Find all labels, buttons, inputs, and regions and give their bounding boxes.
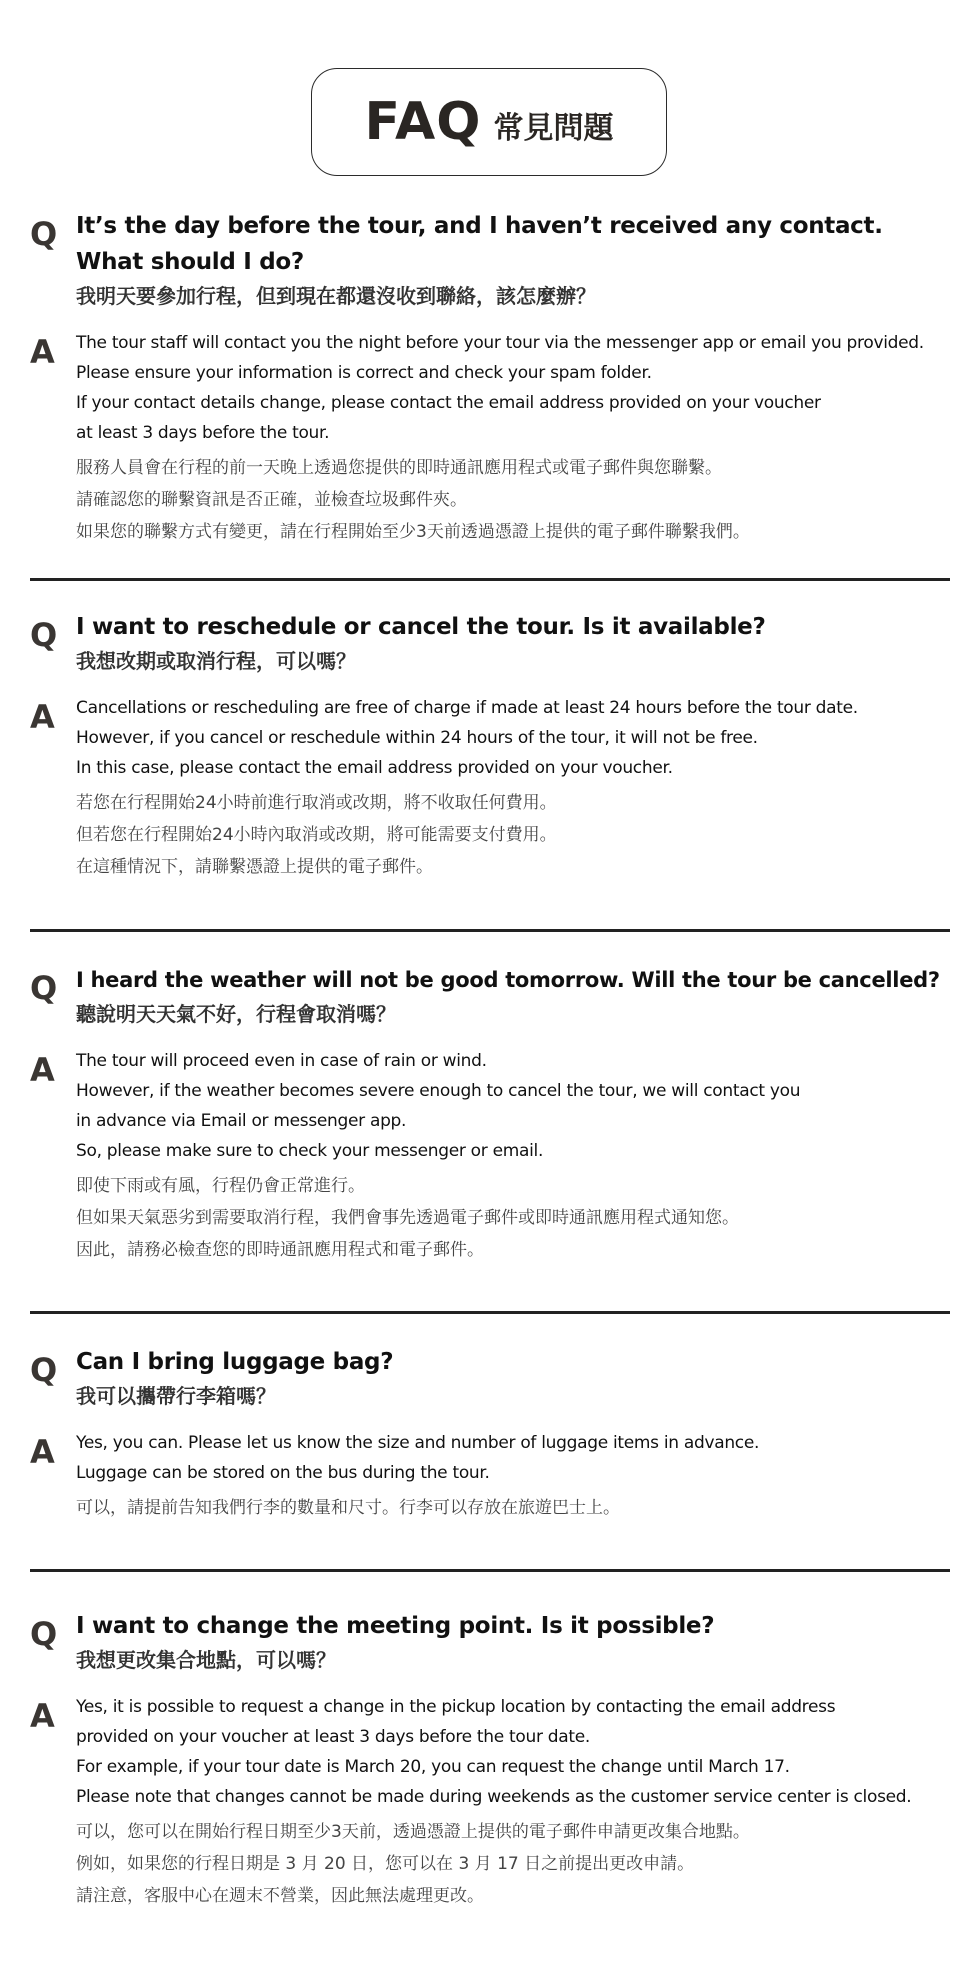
section-divider <box>30 578 950 581</box>
faq-item-4 <box>30 1344 950 1524</box>
question-text-zh: 我想更改集合地點，可以嗎？ <box>76 1648 336 1672</box>
question-marker: Q <box>30 616 58 654</box>
answer-marker: A <box>30 1697 55 1735</box>
answer-row <box>30 1692 950 1912</box>
answer-line-en: Cancellations or rescheduling are free of charge if made at least 24 hours before the tour date. <box>76 698 858 718</box>
answer-line-en: Yes, it is possible to request a change in the pickup location by contacting the email address <box>76 1697 836 1717</box>
answer-line-zh: 可以，請提前告知我們行李的數量和尺寸。行李可以存放在旅遊巴士上。 <box>76 1498 620 1518</box>
question-row <box>30 962 950 1030</box>
question-text-en: It’s the day before the tour, and I haven’t received any contact. <box>76 213 883 239</box>
question-row <box>30 609 950 677</box>
question-text-zh: 我可以攜帶行李箱嗎？ <box>76 1384 276 1408</box>
question-row <box>30 1344 950 1412</box>
question-text-en: Can I bring luggage bag? <box>76 1349 394 1375</box>
answer-marker: A <box>30 698 55 736</box>
answer-line-zh: 請注意，客服中心在週末不營業，因此無法處理更改。 <box>76 1886 484 1906</box>
answer-line-en: If your contact details change, please contact the email address provided on your voucher <box>76 393 821 413</box>
question-text-en: I want to change the meeting point. Is it possible? <box>76 1613 715 1639</box>
answer-line-zh: 服務人員會在行程的前一天晚上透過您提供的即時通訊應用程式或電子郵件與您聯繫。 <box>76 458 722 478</box>
answer-marker: A <box>30 1433 55 1471</box>
answer-line-en: In this case, please contact the email address provided on your voucher. <box>76 758 673 778</box>
page-title-zh: 常見問題 <box>493 111 614 146</box>
question-text-zh: 聽說明天天氣不好，行程會取消嗎？ <box>76 1002 396 1026</box>
answer-line-zh: 在這種情況下，請聯繫憑證上提供的電子郵件。 <box>76 857 433 877</box>
answer-line-zh: 因此，請務必檢查您的即時通訊應用程式和電子郵件。 <box>76 1240 484 1260</box>
question-text-zh: 我明天要參加行程，但到現在都還沒收到聯絡，該怎麼辦？ <box>76 284 596 308</box>
section-divider <box>30 929 950 932</box>
answer-line-en: Yes, you can. Please let us know the size and number of luggage items in advance. <box>76 1433 760 1453</box>
page-title: FAQ <box>364 92 482 152</box>
answer-line-en: The tour will proceed even in case of rain or wind. <box>76 1051 487 1071</box>
answer-line-en: in advance via Email or messenger app. <box>76 1111 407 1131</box>
answer-line-zh: 若您在行程開始24小時前進行取消或改期，將不收取任何費用。 <box>76 793 557 813</box>
question-row <box>30 208 950 312</box>
answer-line-en: However, if the weather becomes severe enough to cancel the tour, we will contact you <box>76 1081 801 1101</box>
question-text-zh: 我想改期或取消行程，可以嗎？ <box>76 649 356 673</box>
question-text-en: I heard the weather will not be good tomorrow. Will the tour be cancelled? <box>76 968 940 992</box>
question-text-en: I want to reschedule or cancel the tour. Is it available? <box>76 614 766 640</box>
section-divider <box>30 1569 950 1572</box>
question-marker: Q <box>30 969 58 1007</box>
answer-line-en: Luggage can be stored on the bus during the tour. <box>76 1463 490 1483</box>
question-text-en: What should I do? <box>76 249 304 275</box>
answer-line-zh: 但若您在行程開始24小時內取消或改期，將可能需要支付費用。 <box>76 825 557 845</box>
answer-line-en: at least 3 days before the tour. <box>76 423 330 443</box>
answer-line-zh: 可以，您可以在開始行程日期至少3天前，透過憑證上提供的電子郵件申請更改集合地點。 <box>76 1822 750 1842</box>
answer-line-zh: 即使下雨或有風，行程仍會正常進行。 <box>76 1176 365 1196</box>
answer-row <box>30 1428 950 1524</box>
faq-title-box <box>311 68 667 176</box>
answer-line-zh: 請確認您的聯繫資訊是否正確，並檢查垃圾郵件夾。 <box>76 490 467 510</box>
faq-item-1 <box>30 208 950 548</box>
answer-marker: A <box>30 1051 55 1089</box>
faq-item-5 <box>30 1608 950 1912</box>
answer-row <box>30 693 950 883</box>
answer-line-en: Please ensure your information is correct and check your spam folder. <box>76 363 652 383</box>
answer-line-en: provided on your voucher at least 3 days before the tour date. <box>76 1727 591 1747</box>
answer-row <box>30 328 950 548</box>
faq-item-3 <box>30 962 950 1266</box>
answer-line-zh: 例如，如果您的行程日期是 3 月 20 日，您可以在 3 月 17 日之前提出更改申請。 <box>76 1854 695 1874</box>
faq-item-2 <box>30 609 950 883</box>
question-marker: Q <box>30 1615 58 1653</box>
answer-line-zh: 但如果天氣惡劣到需要取消行程，我們會事先透過電子郵件或即時通訊應用程式通知您。 <box>76 1208 739 1228</box>
section-divider <box>30 1311 950 1314</box>
answer-line-en: For example, if your tour date is March 20, you can request the change until March 17. <box>76 1757 790 1777</box>
answer-line-en: So, please make sure to check your messenger or email. <box>76 1141 544 1161</box>
answer-marker: A <box>30 333 55 371</box>
answer-line-zh: 如果您的聯繫方式有變更，請在行程開始至少3天前透過憑證上提供的電子郵件聯繫我們。 <box>76 522 750 542</box>
answer-row <box>30 1046 950 1266</box>
question-marker: Q <box>30 1351 58 1389</box>
question-row <box>30 1608 950 1676</box>
question-marker: Q <box>30 215 58 253</box>
answer-line-en: However, if you cancel or reschedule within 24 hours of the tour, it will not be free. <box>76 728 758 748</box>
answer-line-en: Please note that changes cannot be made during weekends as the customer service center is closed. <box>76 1787 912 1807</box>
answer-line-en: The tour staff will contact you the night before your tour via the messenger app or email you provided. <box>76 333 924 353</box>
